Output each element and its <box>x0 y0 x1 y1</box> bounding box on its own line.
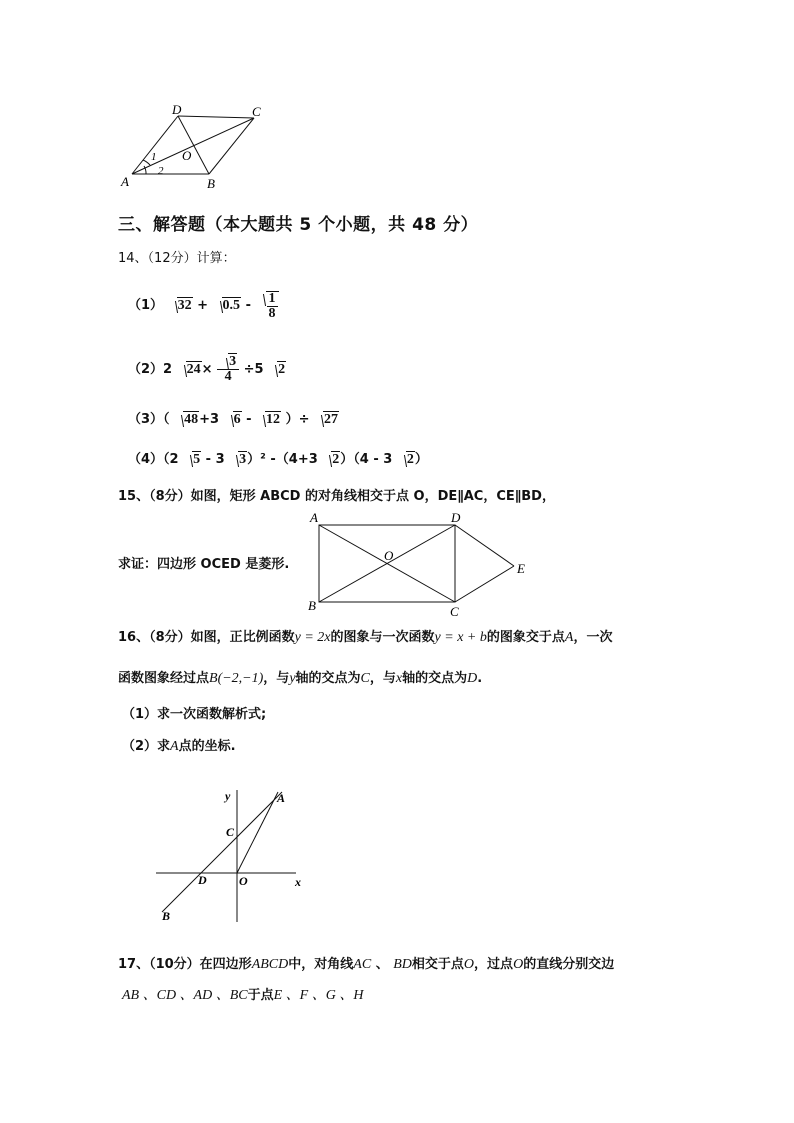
sqrt-6: 6 <box>224 412 242 428</box>
sqrt-5: 5 <box>183 452 201 468</box>
q17-quad: ABCD <box>251 957 289 972</box>
label-a: A <box>310 510 318 525</box>
q16-text-c: 的图象交于点 <box>486 630 565 645</box>
sqrt-48: 48 <box>174 412 199 428</box>
q17-o: O <box>463 957 475 972</box>
label-b: B <box>207 176 215 191</box>
q14-part3 <box>128 412 339 428</box>
label-o: O <box>384 548 394 563</box>
q16-point-a: A <box>564 630 574 645</box>
times-sign: × <box>201 362 213 377</box>
sqrt-12: 12 <box>256 412 281 428</box>
q16-text-g: 轴的交点为 <box>295 671 361 686</box>
term-a: （2 <box>163 452 179 467</box>
q16-func-1: y = 2x <box>294 630 331 645</box>
label-e: E <box>517 561 525 576</box>
q17-bd: BD <box>393 957 412 972</box>
coef-2: 2 <box>163 362 173 377</box>
section-title: 三、解答题（本大题共 5 个小题，共 48 分） <box>118 215 479 235</box>
label-c: C <box>226 825 235 839</box>
q14-p2-label: （2） <box>128 362 164 377</box>
q16-text-h: ，与 <box>369 671 396 686</box>
q16-point-b: B(−2,−1) <box>209 671 264 686</box>
q17-o2: O <box>513 957 524 972</box>
sqrt-2: 2 <box>268 362 286 378</box>
q16-sub2-a: （2）求 <box>122 739 171 754</box>
sqrt-32: 32 <box>168 298 193 314</box>
label-d: D <box>172 102 182 117</box>
label-a: A <box>277 791 286 805</box>
q14-p3-label: （3） <box>128 412 164 427</box>
q17-text-e: 的直线分别交边 <box>523 957 615 972</box>
q16-text-a: 16、（8分）如图，正比例函数 <box>118 630 295 645</box>
q15-line2: 求证：四边形 OCED 是菱形. <box>118 557 290 572</box>
sqrt-2-a: 2 <box>322 452 340 468</box>
q17-ac: AC <box>353 957 372 972</box>
label-b: B <box>308 598 316 613</box>
q14-p4-label: （4） <box>128 452 164 467</box>
q14-p1-label: （1） <box>128 298 164 314</box>
q16-sub2-point: A <box>170 739 179 754</box>
q15-line1: 15、（8分）如图，矩形 ABCD 的对角线相交于点 O，DE∥AC，CE∥BD， <box>118 489 555 504</box>
q14-part2 <box>128 355 286 384</box>
label-c: C <box>252 104 261 119</box>
label-x-axis: x <box>295 875 301 889</box>
term-c: ）² -（4+3 <box>247 452 318 467</box>
q14-part1 <box>128 291 279 321</box>
sqrt-2-b: 2 <box>397 452 415 468</box>
q16-point-c: C <box>360 671 370 686</box>
q16-text-d: ，一次 <box>573 630 613 645</box>
q17-points: E 、F 、G 、H <box>273 988 364 1003</box>
figure-coordinate-graph <box>150 784 310 926</box>
q16-text-e: 函数图象经过点 <box>118 671 210 686</box>
q16-text-i: 轴的交点为 <box>402 671 468 686</box>
sqrt-24: 24 <box>177 362 202 378</box>
plus-sign: + <box>197 298 209 314</box>
label-c: C <box>450 604 459 619</box>
sqrt-3: 3 <box>229 452 247 468</box>
term-d: ）（4 - 3 <box>340 452 393 467</box>
label-o: O <box>182 148 192 163</box>
q17-line1 <box>118 957 614 973</box>
paren-open: （ <box>163 412 170 427</box>
q17-text-a: 17、（10分）在四边形 <box>118 957 252 972</box>
term-e: ） <box>414 452 428 467</box>
q17-text-f: 于点 <box>247 988 274 1003</box>
figure-parallelogram <box>118 100 278 192</box>
q16-sub2 <box>122 739 236 755</box>
q17-line2 <box>122 988 363 1004</box>
q16-axis-y: y <box>289 671 296 686</box>
q14-header: 14、（12分）计算： <box>118 251 236 266</box>
sqrt-0-5: 0.5 <box>213 298 242 314</box>
figure-rectangle-rhombus <box>304 508 536 620</box>
sqrt-27: 27 <box>314 412 339 428</box>
sqrt-frac-1-8: $\frac{1}{8}$ <box>256 291 279 321</box>
q16-line2 <box>118 671 482 687</box>
minus-sign: - <box>246 412 252 427</box>
q16-line1 <box>118 630 612 646</box>
plus-3: +3 <box>199 412 220 427</box>
label-d: D <box>451 510 461 525</box>
q16-text-j: . <box>477 671 483 686</box>
q16-text-f: ，与 <box>263 671 290 686</box>
label-y-axis: y <box>225 789 231 803</box>
frac-sqrt3-over-4: $\frac{3}{4}$ <box>217 355 239 384</box>
q16-sub2-b: 点的坐标. <box>178 739 236 754</box>
label-angle-1: 1 <box>151 151 157 163</box>
label-o: O <box>239 874 248 888</box>
minus-sign: - <box>245 298 251 314</box>
q17-text-b: 中，对角线 <box>288 957 354 972</box>
q16-text-b: 的图象与一次函数 <box>330 630 435 645</box>
q17-text-c: 相交于点 <box>411 957 464 972</box>
q17-text-d: ，过点 <box>474 957 514 972</box>
term-b: - 3 <box>205 452 225 467</box>
q16-point-d: D <box>467 671 478 686</box>
label-a: A <box>121 174 129 189</box>
q16-axis-x: x <box>395 671 403 686</box>
label-angle-2: 2 <box>158 165 164 177</box>
q17-edges: AB 、CD 、AD 、BC <box>122 988 248 1003</box>
label-b: B <box>162 909 171 923</box>
q16-func-2: y = x + b <box>434 630 487 645</box>
paren-close-div: ）÷ <box>285 412 310 427</box>
divide-5: ÷5 <box>243 362 264 377</box>
q14-part4 <box>128 452 428 468</box>
q17-sep: 、 <box>375 957 389 972</box>
q16-sub1: （1）求一次函数解析式; <box>122 707 267 722</box>
label-d: D <box>198 873 207 887</box>
